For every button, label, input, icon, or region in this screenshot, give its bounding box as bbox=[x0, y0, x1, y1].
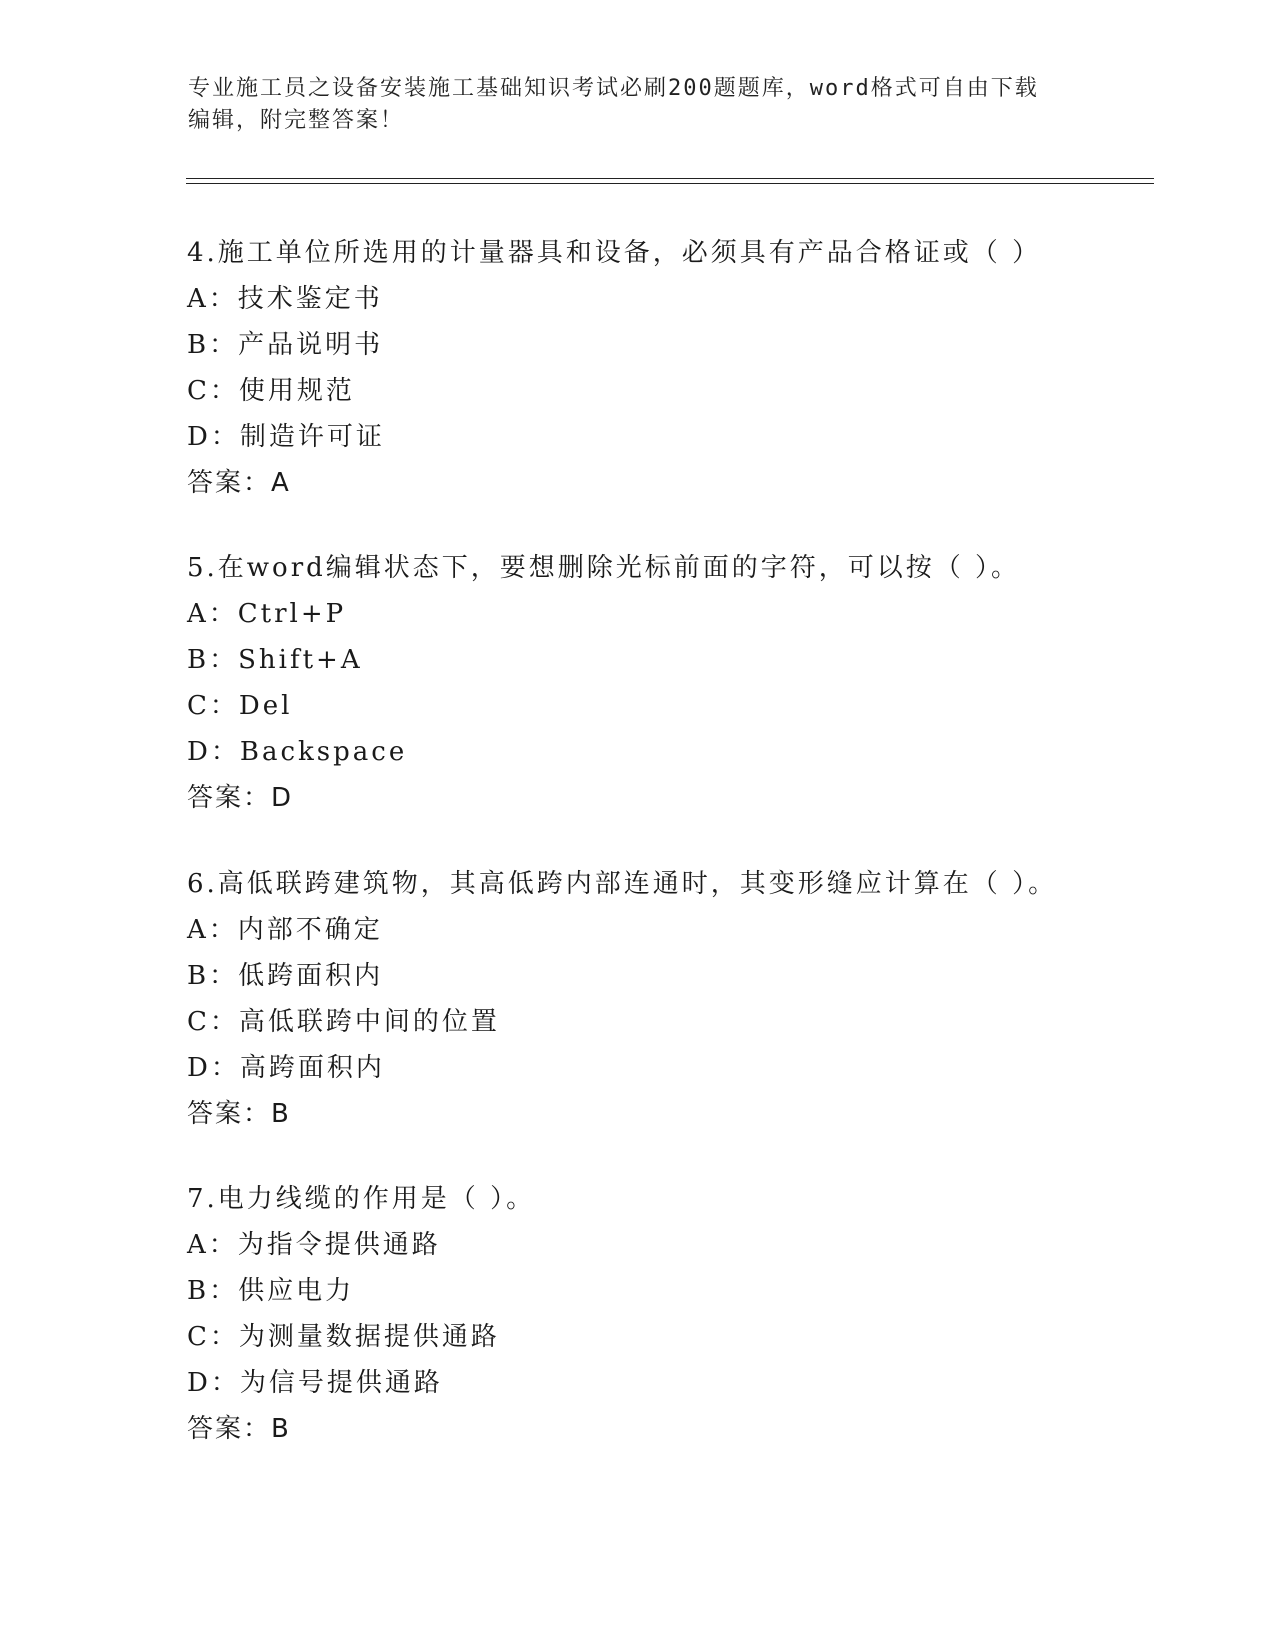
option-d: D：Backspace bbox=[187, 737, 408, 767]
question-5 bbox=[187, 545, 1147, 821]
question-stem: 7.电力线缆的作用是（ ）。 bbox=[187, 1184, 536, 1214]
option-c: C：使用规范 bbox=[187, 376, 355, 406]
option-c: C：为测量数据提供通路 bbox=[187, 1322, 500, 1352]
header-divider-top bbox=[186, 178, 1154, 179]
option-a: A：技术鉴定书 bbox=[187, 284, 383, 314]
answer-line: 答案：B bbox=[187, 1414, 291, 1444]
question-stem: 6.高低联跨建筑物，其高低跨内部连通时，其变形缝应计算在（ ）。 bbox=[187, 869, 1058, 899]
option-b: B：低跨面积内 bbox=[187, 961, 384, 991]
option-a: A：为指令提供通路 bbox=[187, 1230, 441, 1260]
header-line-1: 专业施工员之设备安装施工基础知识考试必刷200题题库，word格式可自由下载 bbox=[188, 76, 1039, 101]
option-d: D：制造许可证 bbox=[187, 422, 385, 452]
answer-line: 答案：D bbox=[187, 783, 294, 813]
question-stem: 5.在word编辑状态下，要想删除光标前面的字符，可以按（ ）。 bbox=[187, 553, 1021, 583]
option-b: B：产品说明书 bbox=[187, 330, 384, 360]
header-line-2: 编辑，附完整答案！ bbox=[188, 108, 405, 133]
question-4 bbox=[187, 230, 1147, 506]
option-c: C：Del bbox=[187, 691, 293, 721]
option-d: D：高跨面积内 bbox=[187, 1053, 385, 1083]
answer-line: 答案：A bbox=[187, 468, 291, 498]
option-b: B：Shift+A bbox=[187, 645, 363, 675]
option-c: C：高低联跨中间的位置 bbox=[187, 1007, 500, 1037]
question-6 bbox=[187, 861, 1147, 1137]
option-b: B：供应电力 bbox=[187, 1276, 355, 1306]
header-divider-bottom bbox=[186, 183, 1154, 184]
option-a: A：内部不确定 bbox=[187, 915, 383, 945]
question-stem: 4.施工单位所选用的计量器具和设备，必须具有产品合格证或（ ） bbox=[187, 238, 1042, 268]
answer-line: 答案：B bbox=[187, 1099, 291, 1129]
option-a: A：Ctrl+P bbox=[187, 599, 347, 629]
document-header bbox=[188, 73, 1088, 137]
question-7 bbox=[187, 1176, 1147, 1452]
option-d: D：为信号提供通路 bbox=[187, 1368, 443, 1398]
